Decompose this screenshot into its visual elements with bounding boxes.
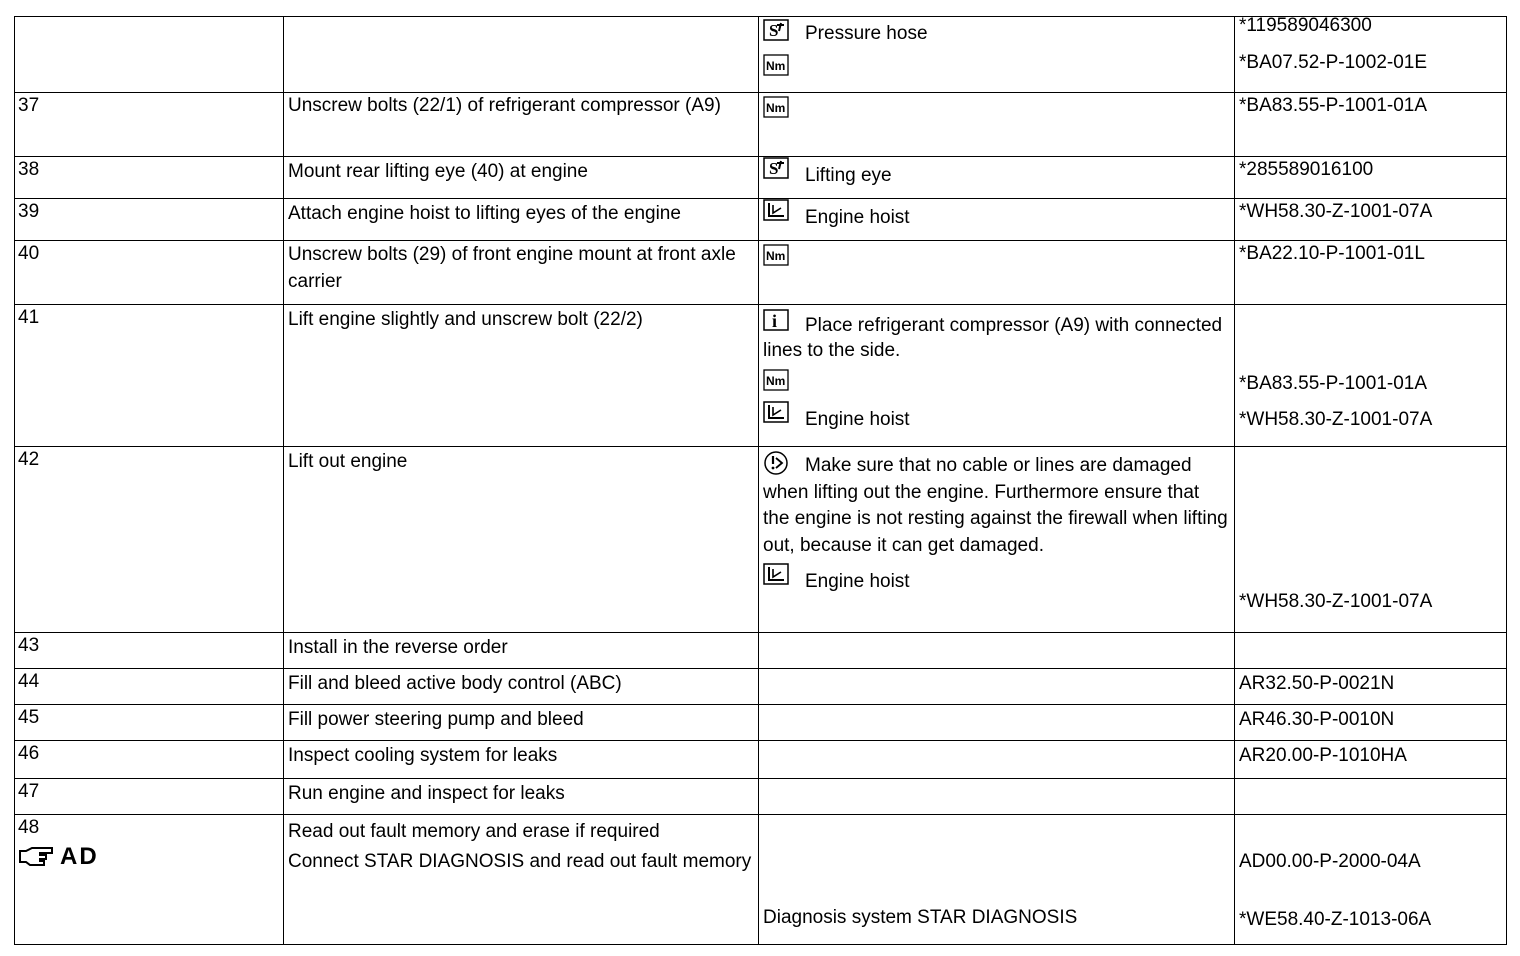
step-cell [15,17,284,93]
reference-cell [1235,815,1507,945]
table-row [15,241,1507,305]
action-cell: Attach engine hoist to lifting eyes of the engine [284,199,759,241]
step-cell [15,815,284,945]
svg-text:Nm: Nm [766,374,786,388]
reference-doc: *BA07.52-P-1002-01E [1239,52,1428,73]
table-row [15,779,1507,815]
ad-marker [18,844,280,869]
caution-text: Make sure that no cable or lines are damaged when lifting out the engine. Furthermore ensure that the engine is not resting against the firewall when lifting out, because it can get damaged. [763,455,1228,556]
action-cell: Fill and bleed active body control (ABC) [284,669,759,705]
resource-cell [759,17,1235,93]
resource-cell [759,199,1235,241]
resource-cell [759,241,1235,305]
resource-text: Engine hoist [805,409,910,430]
table-row [15,741,1507,779]
resource-cell [759,815,1235,945]
action-cell: Mount rear lifting eye (40) at engine [284,157,759,199]
action-cell: Lift engine slightly and unscrew bolt (22/2) [284,305,759,447]
torque-nm-icon [763,369,789,391]
reference-cell: *BA83.55-P-1001-01A [1235,93,1507,157]
resource-cell [759,633,1235,669]
reference-cell: *BA22.10-P-1001-01L [1235,241,1507,305]
reference-cell [1235,17,1507,93]
resource-cell [759,157,1235,199]
action-cell: Install in the reverse order [284,633,759,669]
reference-cell: AR46.30-P-0010N [1235,705,1507,741]
reference-cell: AR20.00-P-1010HA [1235,741,1507,779]
reference-cell [1235,633,1507,669]
table-row [15,17,1507,93]
step-cell: 46 [15,741,284,779]
torque-nm-icon [763,244,789,266]
action-cell [284,17,759,93]
svg-text:Nm: Nm [766,101,786,115]
action-text: Read out fault memory and erase if required [288,821,660,842]
reference-doc: *WE58.40-Z-1013-06A [1239,909,1432,930]
step-cell: 42 [15,447,284,633]
reference-cell: *285589016100 [1235,157,1507,199]
step-cell: 45 [15,705,284,741]
torque-nm-icon [763,54,789,76]
svg-text:S: S [769,21,779,40]
ad-label: AD [60,843,99,870]
resource-cell [759,669,1235,705]
engine-hoist-icon [763,563,789,585]
svg-text:Nm: Nm [766,249,786,263]
reference-cell: *WH58.30-Z-1001-07A [1235,199,1507,241]
resource-text: Pressure hose [805,23,928,44]
resource-cell [759,705,1235,741]
reference-doc: *WH58.30-Z-1001-07A [1239,591,1433,612]
hand-pointer-icon [18,845,56,869]
reference-doc: *WH58.30-Z-1001-07A [1239,409,1433,430]
table-row [15,633,1507,669]
table-row [15,199,1507,241]
action-cell: Inspect cooling system for leaks [284,741,759,779]
step-cell: 37 [15,93,284,157]
reference-cell [1235,447,1507,633]
table-row [15,447,1507,633]
table-row [15,815,1507,945]
step-number: 48 [18,817,40,838]
step-cell: 43 [15,633,284,669]
resource-text: Lifting eye [805,165,892,186]
engine-hoist-icon [763,199,789,221]
table-row [15,305,1507,447]
table-row [15,669,1507,705]
info-text: Place refrigerant compressor (A9) with connected lines to the side. [763,315,1223,361]
step-cell: 41 [15,305,284,447]
resource-cell [759,779,1235,815]
step-cell: 47 [15,779,284,815]
reference-doc: *BA83.55-P-1001-01A [1239,373,1428,394]
svg-text:Nm: Nm [766,59,786,73]
action-cell [284,815,759,945]
reference-cell: AR32.50-P-0021N [1235,669,1507,705]
caution-icon [763,451,789,473]
resource-cell [759,305,1235,447]
special-tool-icon [763,19,789,41]
resource-cell [759,741,1235,779]
resource-cell [759,447,1235,633]
svg-text:S: S [769,159,779,178]
resource-cell [759,93,1235,157]
part-number: *119589046300 [1239,15,1372,36]
torque-nm-icon [763,96,789,118]
svg-text:i: i [772,311,778,331]
reference-cell [1235,779,1507,815]
engine-hoist-icon [763,401,789,423]
step-cell: 39 [15,199,284,241]
action-text: Connect STAR DIAGNOSIS and read out fault memory [288,851,752,872]
reference-cell [1235,305,1507,447]
resource-text: Engine hoist [805,207,910,228]
special-tool-icon [763,157,789,179]
info-note [763,309,1230,359]
action-cell: Unscrew bolts (22/1) of refrigerant compressor (A9) [284,93,759,157]
action-cell: Run engine and inspect for leaks [284,779,759,815]
procedure-table [14,16,1507,945]
resource-text: Engine hoist [805,571,910,592]
action-cell: Unscrew bolts (29) of front engine mount at front axle carrier [284,241,759,305]
step-cell: 44 [15,669,284,705]
table-row [15,157,1507,199]
action-cell: Fill power steering pump and bleed [284,705,759,741]
step-cell: 40 [15,241,284,305]
resource-text: Diagnosis system STAR DIAGNOSIS [763,907,1078,928]
table-row [15,93,1507,157]
step-cell: 38 [15,157,284,199]
caution-note [763,449,1230,555]
reference-doc: AD00.00-P-2000-04A [1239,851,1421,872]
table-row [15,705,1507,741]
info-icon [763,309,789,331]
action-cell: Lift out engine [284,447,759,633]
